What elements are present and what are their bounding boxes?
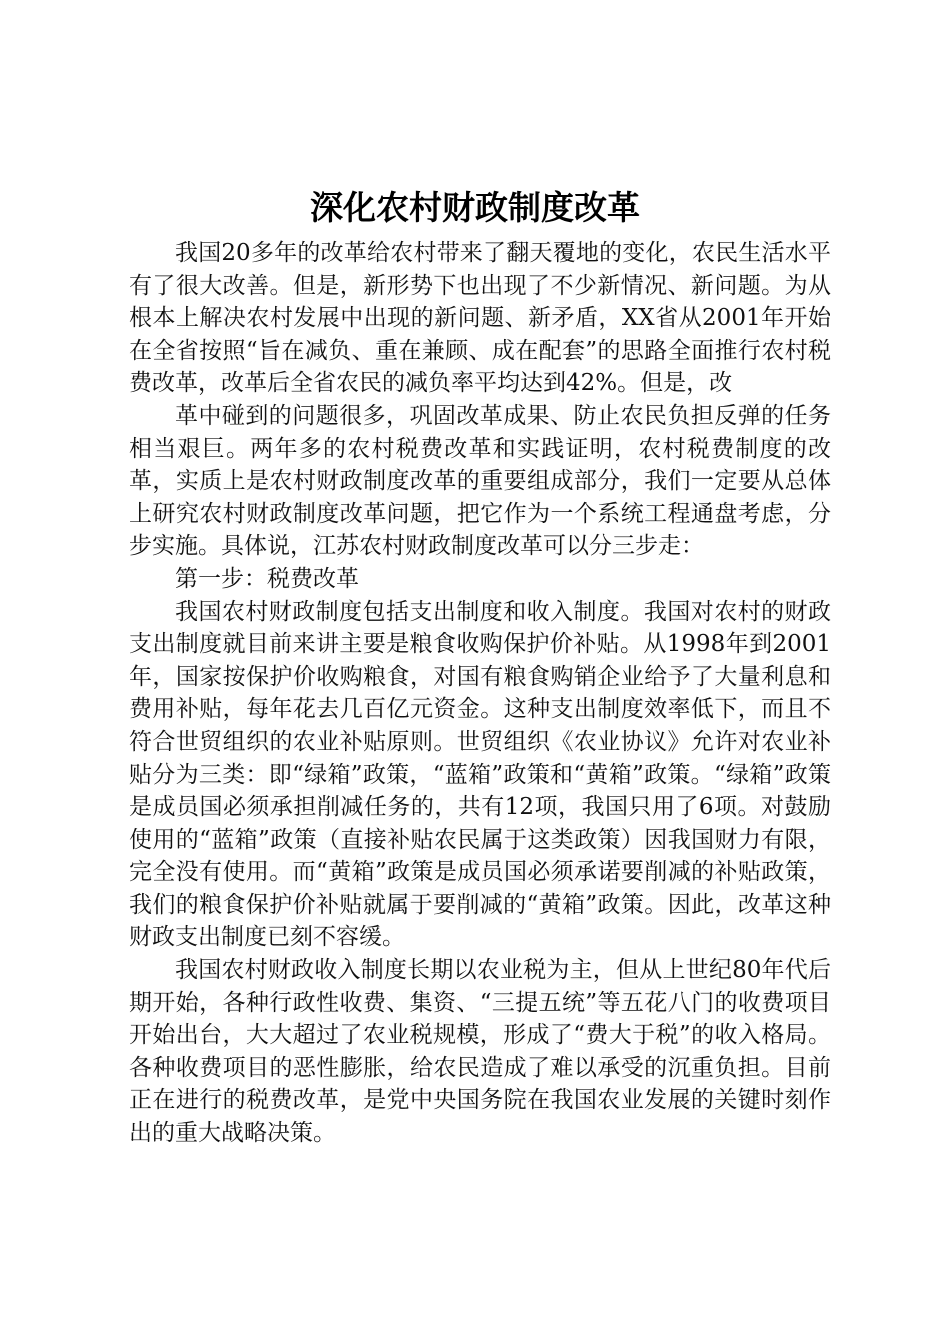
- paragraph-4: 我国农村财政收入制度长期以农业税为主，但从上世纪80年代后期开始，各种行政性收费、集资、“三提五统”等五花八门的收费项目开始出台，大大超过了农业税规模，形成了“费大于税”的收入格局。各种收费项目的恶性膨胀，给农民造成了难以承受的沉重负担。目前正在进行的税费改革，是党中央国务院在我国农业发展的关键时刻作出的重大战略决策。: [129, 957, 831, 1147]
- paragraph-1: 我国20多年的改革给农村带来了翻天覆地的变化，农民生活水平有了很大改善。但是，新形势下也出现了不少新情况、新问题。为从根本上解决农村发展中出现的新问题、新矛盾，XX省从2001年开始在全省按照“旨在减负、重在兼顾、成在配套”的思路全面推行农村税费改革，改革后全省农民的减负率平均达到42%。但是，改: [129, 240, 831, 397]
- document-body: [129, 237, 831, 1150]
- paragraph-2: 革中碰到的问题很多，巩固改革成果、防止农民负担反弹的任务相当艰巨。两年多的农村税费改革和实践证明，农村税费制度的改革，实质上是农村财政制度改革的重要组成部分，我们一定要从总体上研究农村财政制度改革问题，把它作为一个系统工程通盘考虑，分步实施。具体说，江苏农村财政制度改革可以分三步走：: [129, 402, 831, 560]
- paragraph-3: 我国农村财政制度包括支出制度和收入制度。我国对农村的财政支出制度就目前来讲主要是粮食收购保护价补贴。从1998年到2001年，国家按保护价收购粮食，对国有粮食购销企业给予了大量利息和费用补贴，每年花去几百亿元资金。这种支出制度效率低下，而且不符合世贸组织的农业补贴原则。世贸组织《农业协议》允许对农业补贴分为三类：即“绿箱”政策，“蓝箱”政策和“黄箱”政策。“绿箱”政策是成员国必须承担削减任务的，共有12项，我国只用了6项。对鼓励使用的“蓝箱”政策（直接补贴农民属于这类政策）因我国财力有限，完全没有使用。而“黄箱”政策是成员国必须承诺要削减的补贴政策，我们的粮食保护价补贴就属于要削减的“黄箱”政策。因此，改革这种财政支出制度已刻不容缓。: [129, 598, 831, 951]
- document-title: 深化农村财政制度改革: [310, 188, 640, 227]
- section-heading-step-one: 第一步：税费改革: [175, 565, 359, 592]
